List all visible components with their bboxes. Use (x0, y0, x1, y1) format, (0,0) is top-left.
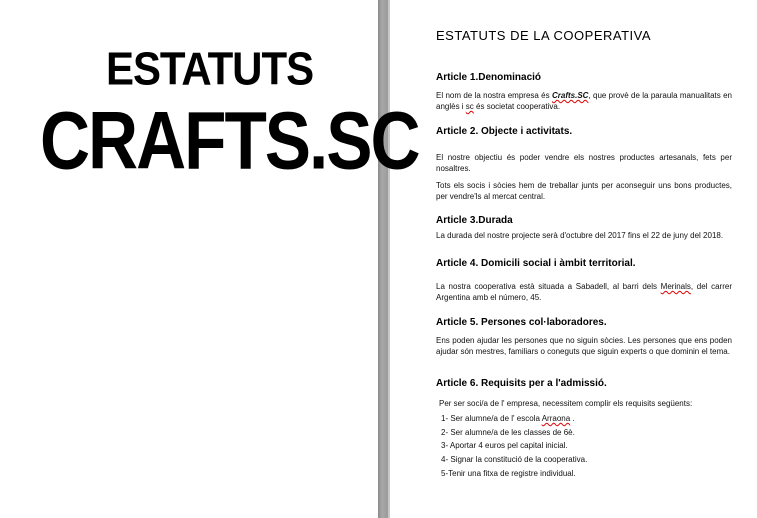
requirement-item: 4- Signar la constitució de la cooperativa. (441, 455, 588, 464)
document-title: ESTATUTS DE LA COOPERATIVA (436, 28, 652, 43)
article-1-paragraph (436, 90, 732, 112)
article-5-paragraph: Ens poden ajudar les persones que no siguin sòcies. Les persones que ens poden ajudar són mestres, familiars o coneguts que siguin experts o que dominin el tema. (436, 336, 732, 356)
requirement-1-end: . (570, 414, 575, 423)
article-5-heading: Article 5. Persones col·laboradores. (436, 317, 607, 328)
requirement-item: 5-Tenir una fitxa de registre individual. (441, 469, 576, 478)
wordart-estatuts: ESTATUTS (106, 44, 314, 95)
article-3-paragraph: La durada del nostre projecte serà d'octubre del 2017 fins el 22 de juny del 2018. (436, 231, 724, 240)
requirement-1-text: 1- Ser alumne/a de l' escola (441, 414, 542, 423)
article-4-paragraph (436, 281, 732, 303)
requirement-item (441, 413, 575, 424)
article-3-heading: Article 3.Durada (436, 215, 513, 226)
requirement-item: 3- Aportar 4 euros pel capital inicial. (441, 441, 568, 450)
article-1-heading: Article 1.Denominació (436, 72, 542, 83)
article-4-heading: Article 4. Domicili social i àmbit territorial. (436, 258, 636, 269)
article-1-text-a: El nom de la nostra empresa és (436, 91, 552, 100)
article-4-text-b: , del carrer Argentina amb el número, 45. (436, 282, 733, 302)
article-4-text-a: La nostra cooperativa està situada a Sabadell, al barri dels (436, 282, 661, 291)
page-divider (378, 0, 388, 518)
article-6-heading: Article 6. Requisits per a l'admissió. (436, 378, 607, 389)
requirement-item: 2- Ser alumne/a de les classes de 6è. (441, 428, 575, 437)
brand-name: Crafts.SC (551, 91, 589, 100)
merinals-word: Merinals (660, 282, 691, 291)
article-1-text-c: és societat cooperativa. (473, 102, 561, 111)
sc-abbrev: sc (465, 102, 474, 111)
article-2-paragraph-1: El nostre objectiu és poder vendre els nostres productes artesanals, fets per nosaltres. (436, 153, 732, 173)
article-2-heading: Article 2. Objecte i activitats. (436, 126, 573, 137)
article-6-intro: Per ser soci/a de l' empresa, necessitem complir els requisits següents: (439, 399, 693, 408)
arraona-word: Arraona (541, 414, 571, 423)
wordart-crafts-sc: CRAFTS.SC (40, 95, 419, 187)
article-1-text-b: , que provè de la paraula manualitats en anglès i (436, 91, 733, 111)
article-2-paragraph-2: Tots els socis i sòcies hem de treballar junts per aconseguir uns bons productes, per vendre'ls al mercat central. (436, 181, 732, 201)
